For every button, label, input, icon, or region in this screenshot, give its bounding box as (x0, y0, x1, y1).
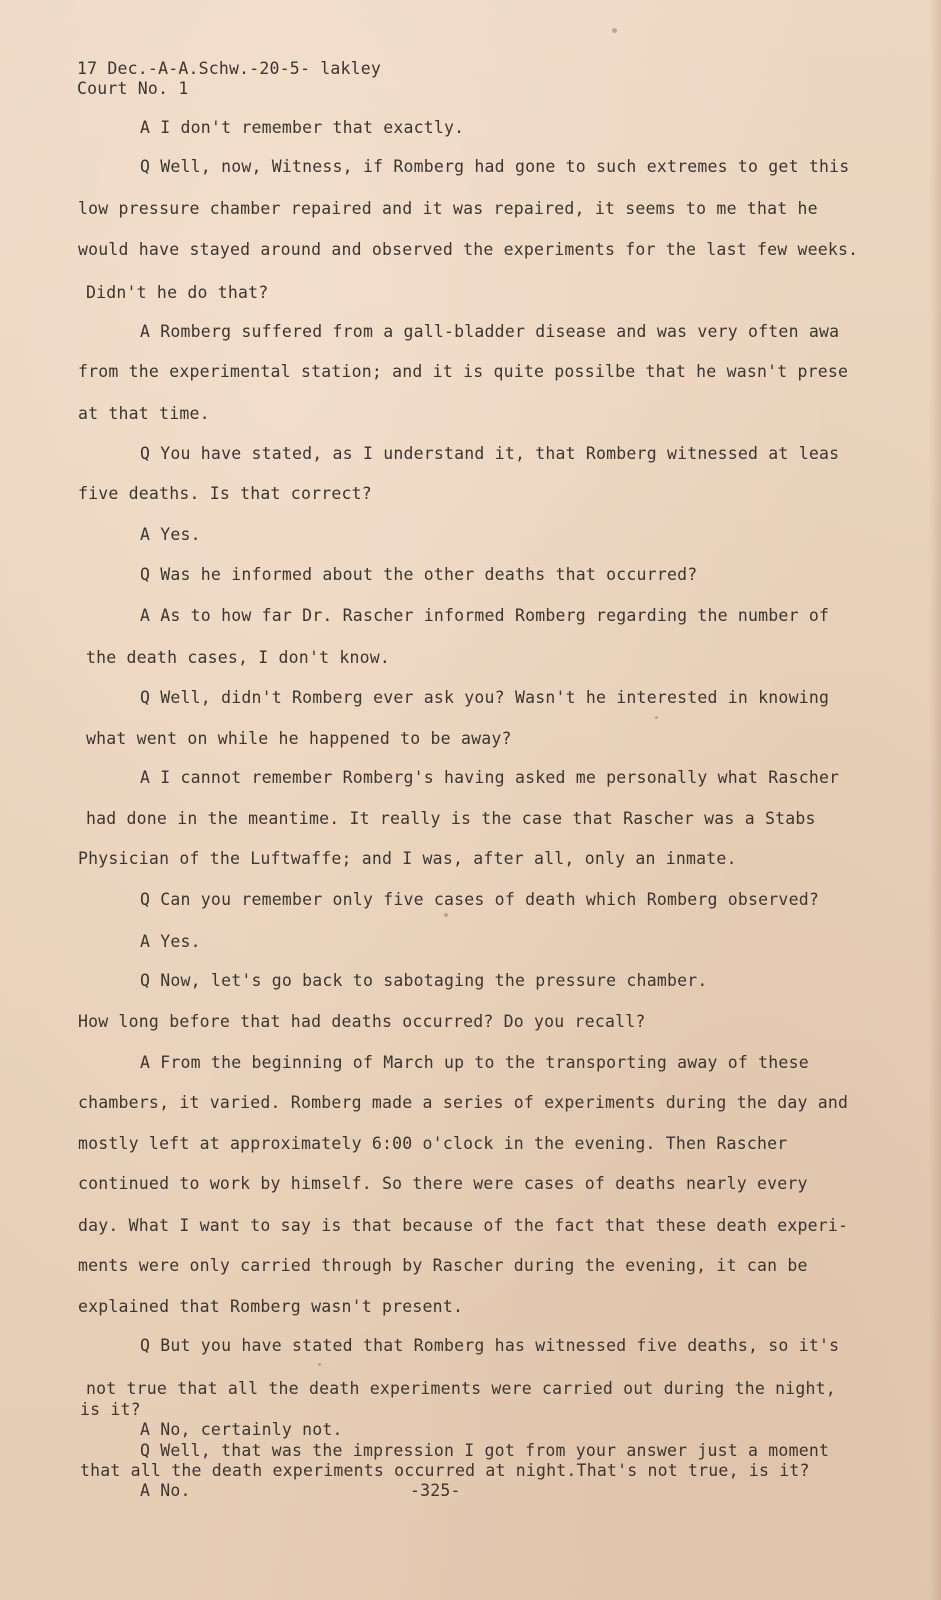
paper-speck (612, 28, 617, 33)
transcript-line: from the experimental station; and it is quite possilbe that he wasn't prese (78, 362, 849, 381)
transcript-line: the death cases, I don't know. (86, 648, 391, 667)
transcript-line: Q You have stated, as I understand it, that Romberg witnessed at leas (140, 444, 840, 463)
transcript-line: A Romberg suffered from a gall-bladder disease and was very often awa (140, 322, 840, 341)
transcript-line: Didn't he do that? (86, 283, 269, 302)
paper-speck (318, 1363, 321, 1366)
page-number: -325- (410, 1481, 461, 1500)
transcript-line: Q But you have stated that Romberg has witnessed five deaths, so it's (140, 1336, 840, 1355)
transcript-line: Q Well, that was the impression I got from your answer just a moment (140, 1441, 830, 1460)
page-edge-shadow (929, 0, 941, 1600)
transcript-line: low pressure chamber repaired and it was repaired, it seems to me that he (78, 199, 818, 218)
transcript-line: A From the beginning of March up to the transporting away of these (140, 1053, 809, 1072)
transcript-line: Physician of the Luftwaffe; and I was, after all, only an inmate. (78, 849, 737, 868)
transcript-line: A No, certainly not. (140, 1420, 343, 1439)
transcript-line: Q Well, now, Witness, if Romberg had gone to such extremes to get this (140, 157, 850, 176)
paper-speck (655, 716, 658, 719)
transcript-line: A As to how far Dr. Rascher informed Romberg regarding the number of (140, 606, 830, 625)
transcript-line: A I don't remember that exactly. (140, 118, 465, 137)
transcript-line: what went on while he happened to be away? (86, 729, 512, 748)
transcript-line: A No. (140, 1481, 191, 1500)
transcript-line: Q Now, let's go back to sabotaging the pressure chamber. (140, 971, 708, 990)
transcript-line: five deaths. Is that correct? (78, 484, 372, 503)
transcript-line: A Yes. (140, 525, 201, 544)
transcript-line: is it? (80, 1400, 141, 1419)
transcript-line: Q Well, didn't Romberg ever ask you? Wasn't he interested in knowing (140, 688, 830, 707)
transcript-line: had done in the meantime. It really is the case that Rascher was a Stabs (86, 809, 816, 828)
paper-speck (444, 913, 448, 917)
transcript-line: How long before that had deaths occurred? Do you recall? (78, 1012, 646, 1031)
transcript-line: Q Was he informed about the other deaths that occurred? (140, 565, 698, 584)
transcript-line: day. What I want to say is that because of the fact that these death experi- (78, 1216, 849, 1235)
transcript-line: A Yes. (140, 932, 201, 951)
transcript-line: would have stayed around and observed the experiments for the last few weeks. (78, 240, 859, 259)
transcript-line: mostly left at approximately 6:00 o'clock in the evening. Then Rascher (78, 1134, 788, 1153)
transcript-line: at that time. (78, 404, 210, 423)
transcript-line: chambers, it varied. Romberg made a series of experiments during the day and (78, 1093, 849, 1112)
header-line-1: 17 Dec.-A-A.Schw.-20-5- lakley (77, 59, 382, 78)
transcript-line: not true that all the death experiments were carried out during the night, (86, 1379, 836, 1398)
transcript-line: A I cannot remember Romberg's having asked me personally what Rascher (140, 768, 840, 787)
transcript-line: Q Can you remember only five cases of death which Romberg observed? (140, 890, 819, 909)
header-line-2: Court No. 1 (77, 79, 189, 98)
transcript-line: that all the death experiments occurred at night.That's not true, is it? (80, 1461, 810, 1480)
transcript-line: ments were only carried through by Rascher during the evening, it can be (78, 1256, 808, 1275)
transcript-line: explained that Romberg wasn't present. (78, 1297, 464, 1316)
transcript-line: continued to work by himself. So there were cases of deaths nearly every (78, 1174, 808, 1193)
